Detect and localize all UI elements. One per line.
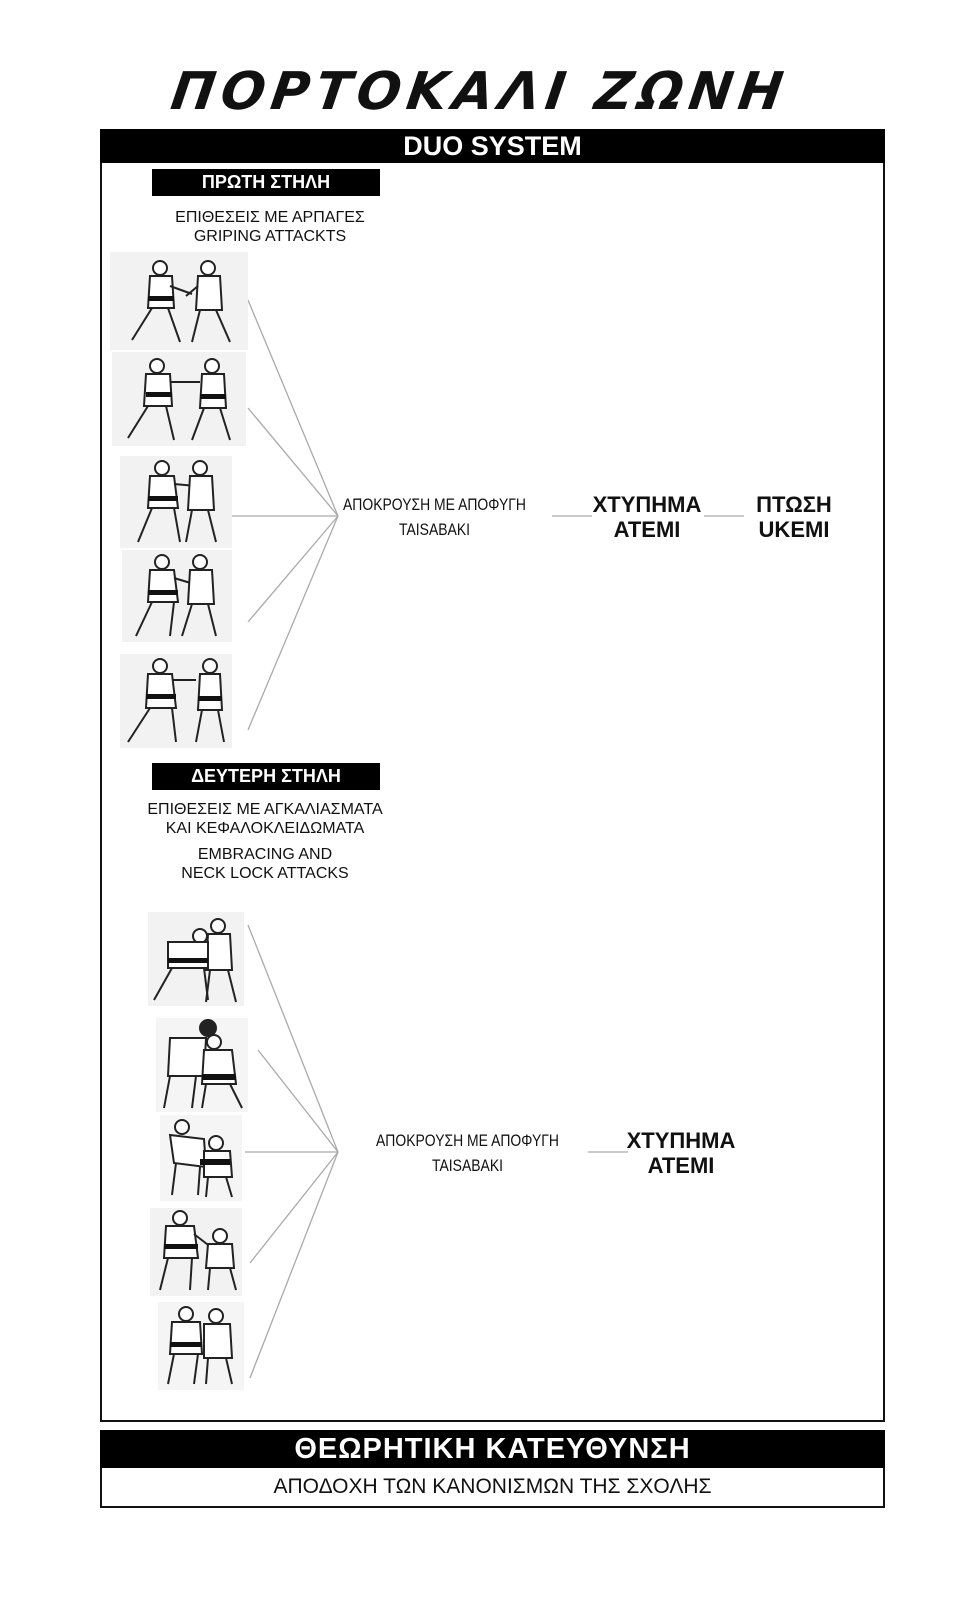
griping-attack-figure-5 [120, 654, 232, 748]
embracing-attack-figure-1 [148, 912, 244, 1006]
column1-defense [343, 492, 526, 542]
column1-fall [748, 492, 840, 542]
griping-attack-figure-4 [122, 550, 232, 642]
duo-system-header: DUO SYSTEM [100, 129, 885, 163]
embracing-attack-figure-5 [158, 1302, 244, 1390]
column1-desc-english: GRIPING ATTACKTS [193, 228, 347, 245]
column2-label: ΔΕΥΤΕΡΗ ΣΤΗΛΗ [152, 763, 380, 790]
column1-desc-greek: ΕΠΙΘΕΣΕΙΣ ΜΕ ΑΡΠΑΓΕΣ [175, 209, 365, 226]
column2-strike-greek: ΧΤΥΠΗΜΑ [626, 1128, 736, 1153]
griping-attack-figure-3 [120, 456, 232, 548]
column2-desc-greek-line1: ΕΠΙΘΕΣΕΙΣ ΜΕ ΑΓΚΑΛΙΑΣΜΑΤΑ [147, 801, 383, 818]
column2-strike [620, 1128, 742, 1178]
column2-defense-english: TAISABAKI [431, 1156, 504, 1175]
theory-header: ΘΕΩΡΗΤΙΚΗ ΚΑΤΕΥΘΥΝΣΗ [100, 1430, 885, 1468]
column1-strike-english: ATEMI [613, 517, 681, 542]
column2-defense-greek: ΑΠΟΚΡΟΥΣΗ ΜΕ ΑΠΟΦΥΓΗ [376, 1131, 560, 1150]
column2-desc-english-line2: NECK LOCK ATTACKS [181, 865, 349, 882]
theory-text: ΑΠΟΔΟΧΗ ΤΩΝ ΚΑΝΟΝΙΣΜΩΝ ΤΗΣ ΣΧΟΛΗΣ [100, 1468, 885, 1508]
griping-attack-figure-1 [110, 252, 248, 350]
page-title: ΠΟΡΤΟΚΑΛΙ ΖΩΝΗ [167, 62, 793, 122]
column1-fall-greek: ΠΤΩΣΗ [756, 492, 832, 517]
column2-defense [376, 1128, 559, 1178]
column1-strike [586, 492, 708, 542]
embracing-attack-figure-2 [156, 1018, 248, 1112]
column2-desc-english-line1: EMBRACING AND [197, 846, 333, 863]
griping-attack-figure-2 [112, 352, 246, 446]
column1-defense-english: TAISABAKI [398, 520, 471, 539]
embracing-attack-figure-4 [150, 1208, 242, 1296]
column2-desc-greek-line2: ΚΑΙ ΚΕΦΑΛΟΚΛΕΙΔΩΜΑΤΑ [165, 820, 365, 837]
embracing-attack-figure-3 [160, 1115, 242, 1201]
column1-defense-greek: ΑΠΟΚΡΟΥΣΗ ΜΕ ΑΠΟΦΥΓΗ [343, 495, 527, 514]
column1-label: ΠΡΩΤΗ ΣΤΗΛΗ [152, 169, 380, 196]
column1-fall-english: UKEMI [758, 517, 830, 542]
column2-description-english [95, 845, 435, 883]
column2-strike-english: ATEMI [647, 1153, 715, 1178]
column2-description-greek [95, 800, 435, 838]
column1-strike-greek: ΧΤΥΠΗΜΑ [592, 492, 702, 517]
